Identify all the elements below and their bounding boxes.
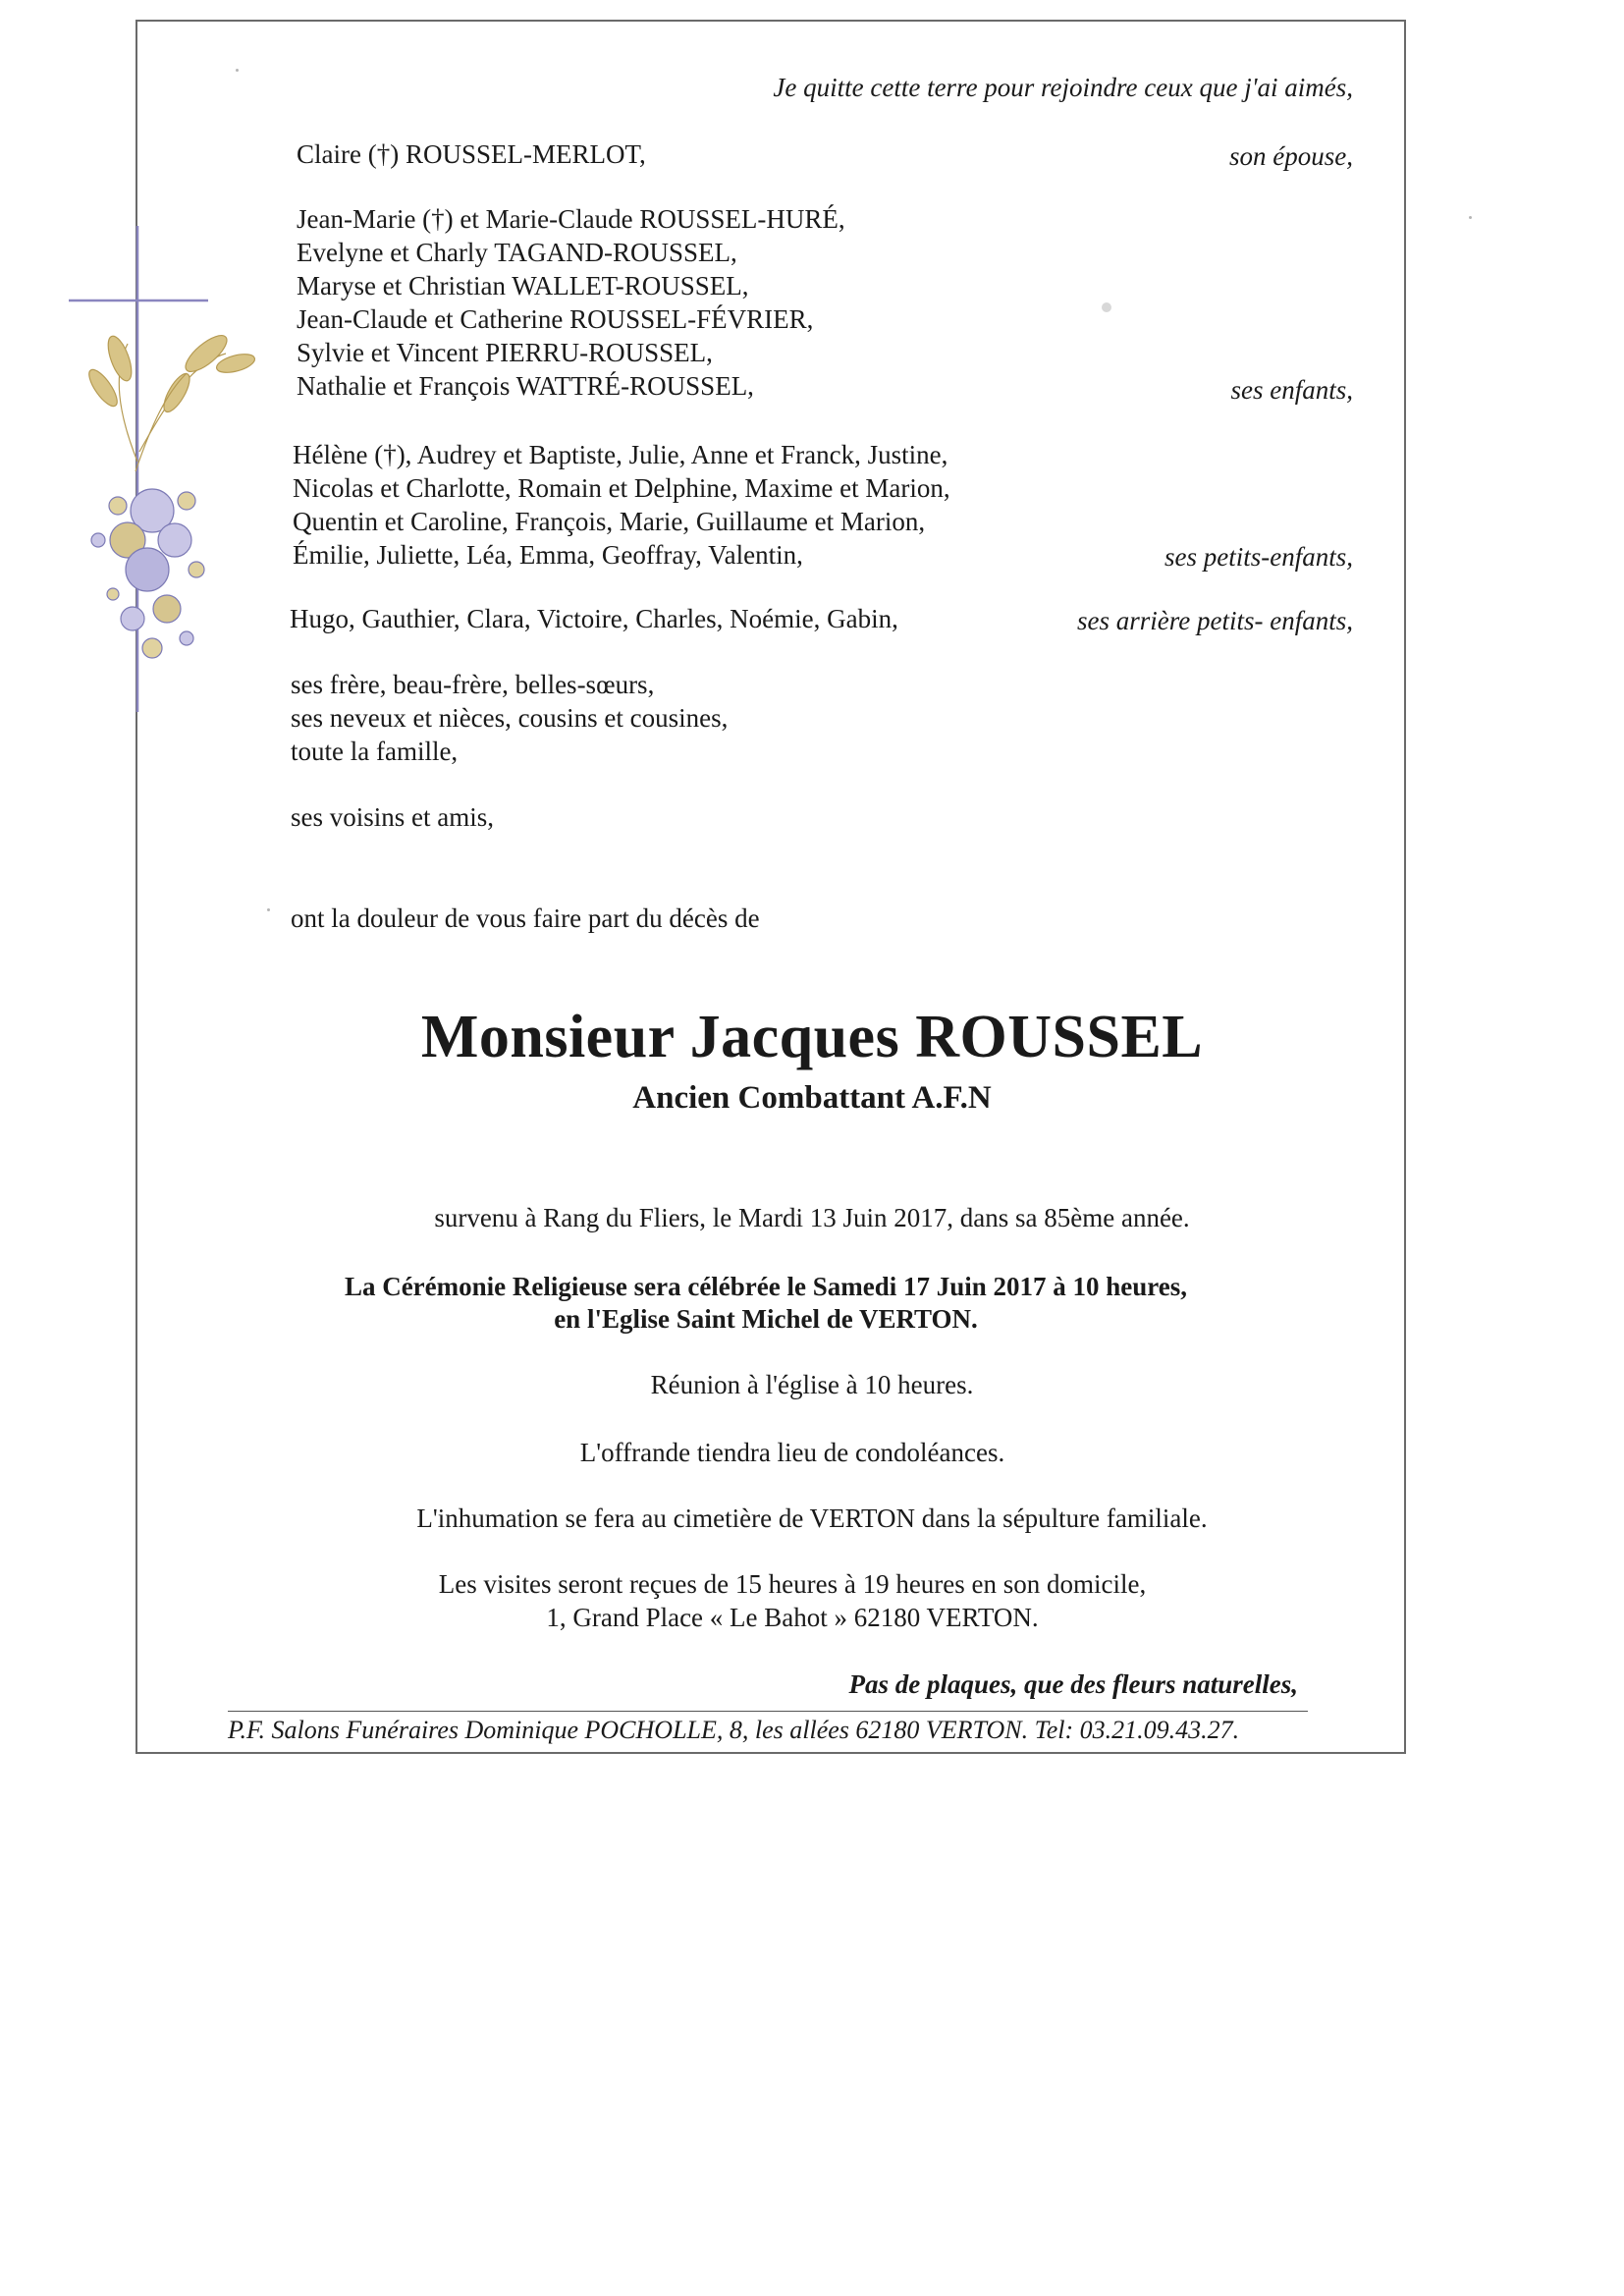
family-list bbox=[291, 668, 728, 768]
great-grandchildren-list: Hugo, Gauthier, Clara, Victoire, Charles, Noémie, Gabin, bbox=[290, 604, 898, 633]
flower-cluster bbox=[91, 489, 204, 658]
grandchildren-relation: ses petits-enfants, bbox=[1164, 542, 1353, 572]
great-grandchildren-relation: ses arrière petits- enfants, bbox=[1077, 606, 1353, 635]
family-line: ses frère, beau-frère, belles-sœurs, bbox=[291, 670, 655, 699]
child-entry: Jean-Marie (†) et Marie-Claude ROUSSEL-HURÉ, bbox=[297, 204, 845, 234]
scan-speck bbox=[267, 908, 270, 911]
wheat-ears bbox=[84, 330, 257, 471]
offering-info: L'offrande tiendra lieu de condoléances. bbox=[579, 1438, 1005, 1467]
visits-line-2: 1, Grand Place « Le Bahot » 62180 VERTON. bbox=[546, 1603, 1039, 1632]
children-relation: ses enfants, bbox=[1230, 375, 1353, 405]
child-entry: Jean-Claude et Catherine ROUSSEL-FÉVRIER, bbox=[297, 304, 814, 334]
visits-line-1: Les visites seront reçues de 15 heures à 19 heures en son domicile, bbox=[438, 1569, 1147, 1599]
flowers-note: Pas de plaques, que des fleurs naturelles, bbox=[848, 1669, 1298, 1699]
footer-rule bbox=[228, 1711, 1308, 1712]
scan-speck bbox=[1469, 216, 1472, 219]
scan-speck bbox=[1102, 302, 1111, 312]
death-notice: survenu à Rang du Fliers, le Mardi 13 Juin 2017, dans sa 85ème année. bbox=[434, 1203, 1190, 1232]
spouse-name: Claire (†) ROUSSEL-MERLOT, bbox=[297, 139, 646, 169]
ceremony-line-2: en l'Eglise Saint Michel de VERTON. bbox=[554, 1304, 978, 1334]
children-list bbox=[297, 202, 845, 403]
ceremony-line-1: La Cérémonie Religieuse sera célébrée le Samedi 17 Juin 2017 à 10 heures, bbox=[344, 1272, 1188, 1301]
grandchildren-line: Hélène (†), Audrey et Baptiste, Julie, Anne et Franck, Justine, bbox=[293, 440, 948, 469]
deceased-title: Ancien Combattant A.F.N bbox=[632, 1080, 992, 1116]
meeting-info: Réunion à l'église à 10 heures. bbox=[650, 1370, 974, 1399]
family-line: ses neveux et nièces, cousins et cousines, bbox=[291, 703, 729, 733]
burial-info: L'inhumation se fera au cimetière de VERTON dans la sépulture familiale. bbox=[416, 1503, 1208, 1533]
friends-line: ses voisins et amis, bbox=[291, 802, 494, 832]
grandchildren-line: Émilie, Juliette, Léa, Emma, Geoffray, Valentin, bbox=[293, 540, 803, 570]
grandchildren-line: Quentin et Caroline, François, Marie, Guillaume et Marion, bbox=[293, 507, 926, 536]
family-line: toute la famille, bbox=[291, 737, 459, 766]
child-entry: Maryse et Christian WALLET-ROUSSEL, bbox=[297, 271, 749, 301]
child-entry: Sylvie et Vincent PIERRU-ROUSSEL, bbox=[297, 338, 713, 367]
scan-speck bbox=[236, 69, 239, 72]
spouse-relation: son épouse, bbox=[1229, 141, 1353, 171]
deceased-name: Monsieur Jacques ROUSSEL bbox=[420, 1004, 1204, 1070]
cross-with-wheat-ornament bbox=[59, 216, 295, 727]
announcement: ont la douleur de vous faire part du décès de bbox=[291, 903, 760, 933]
epigraph: Je quitte cette terre pour rejoindre ceux que j'ai aimés, bbox=[773, 73, 1353, 102]
child-entry: Evelyne et Charly TAGAND-ROUSSEL, bbox=[297, 238, 737, 267]
grandchildren-line: Nicolas et Charlotte, Romain et Delphine, Maxime et Marion, bbox=[293, 473, 950, 503]
child-entry: Nathalie et François WATTRÉ-ROUSSEL, bbox=[297, 371, 754, 401]
funeral-home-footer: P.F. Salons Funéraires Dominique POCHOLLE, 8, les allées 62180 VERTON. Tel: 03.21.09.43.27. bbox=[228, 1716, 1240, 1744]
grandchildren-list bbox=[293, 438, 950, 572]
